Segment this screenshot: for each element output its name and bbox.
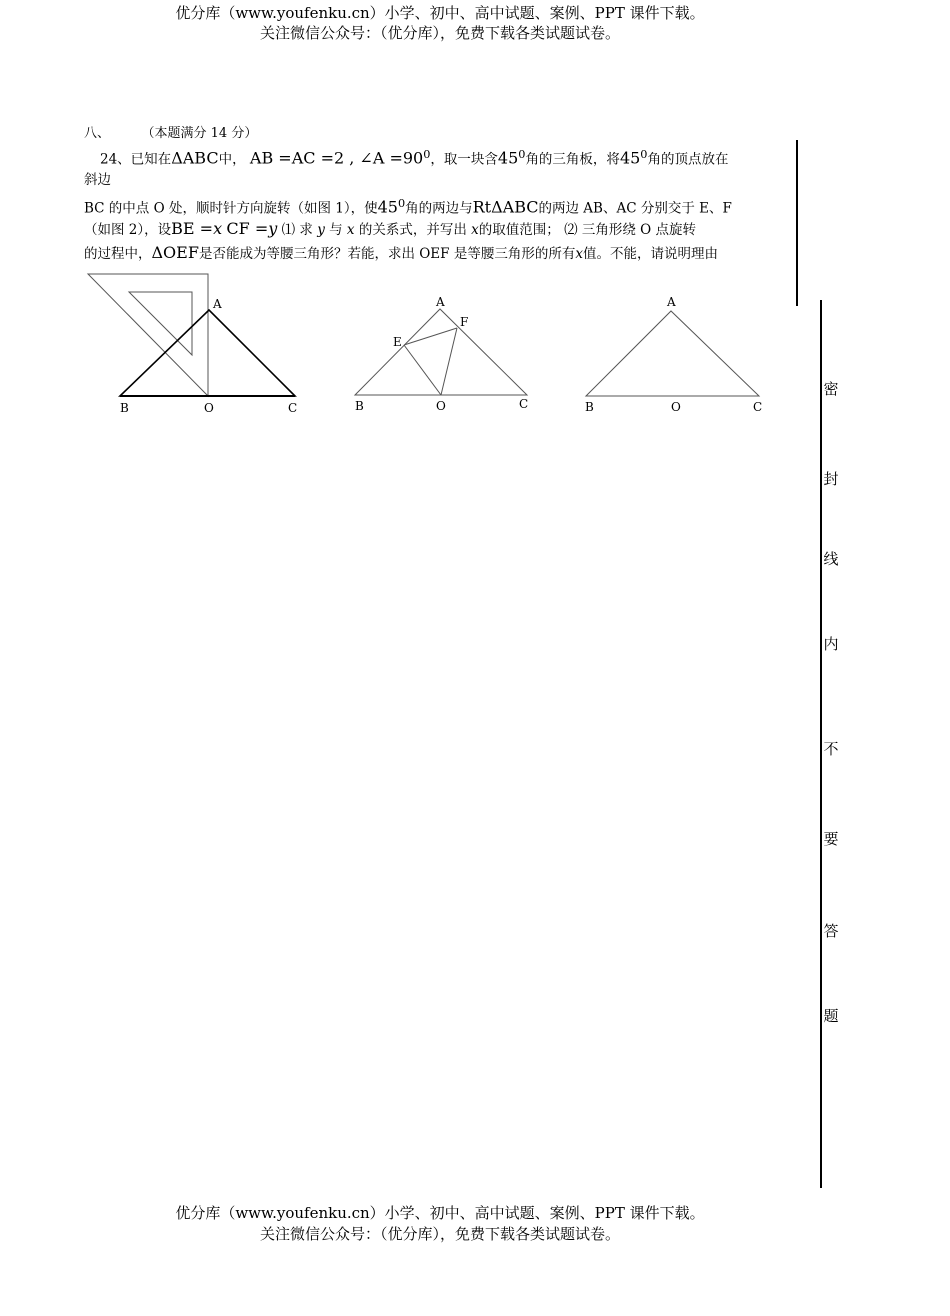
text-run: 是否能成为等腰三角形？若能，求出 OEF 是等腰三角形的所有 [198,246,576,262]
text-run: 角的三角板，将 [525,151,620,168]
math-var-y: y [317,221,325,238]
label-o: O [436,399,446,413]
header-line-1: 优分库（www.youfenku.cn）小学、初中、高中试题、案例、PPT 课件下载。 [175,4,705,22]
question-1-marker: ⑴ 求 [281,221,313,238]
label-c: C [753,400,763,414]
text-run: 角的两边与 [405,200,473,217]
seal-char: 答 [823,922,839,940]
text-run: 与 [329,221,343,238]
math-angle: 45 [619,148,641,168]
margin-rule-short [796,140,798,306]
math-superscript: 0 [397,197,406,210]
math-angle: 45 [377,197,398,217]
segment-oe [404,345,441,395]
label-o: O [204,401,214,415]
seal-char: 内 [823,635,839,653]
section-points: （本题满分 14 分） [148,126,258,141]
math-superscript: 0 [640,148,648,161]
math-var-y: y [268,218,278,238]
text-run: 的关系式，并写出 [358,221,467,238]
triangle-abc [355,309,527,395]
figure-2 [350,292,540,417]
math-var-x: x [213,218,223,238]
footer-line-1: 优分库（www.youfenku.cn）小学、初中、高中试题、案例、PPT 课件下载。 [175,1204,705,1222]
math-superscript: 0 [423,148,431,161]
label-a: A [667,295,676,309]
problem-line-1 [84,143,804,168]
math-triangle-oef: ΔOEF [151,243,199,262]
text-run: ，取一块含 [430,151,498,168]
math-cf: CF = [226,218,269,238]
label-c: C [519,397,529,411]
label-f: F [460,315,469,329]
label-o: O [671,400,681,414]
math-superscript: 0 [518,148,526,161]
segment-of [441,328,457,395]
text-run: 的两边 AB、AC 分别交于 E、F [538,200,732,217]
question-2-marker: ⑵ 三角形绕 O 点旋转 [564,221,697,238]
math-be: BE = [171,218,214,238]
seal-char: 密 [823,380,839,398]
problem-line-5 [84,241,804,266]
footer-line-2: 关注微信公众号：（优分库），免费下载各类试题试卷。 [259,1225,620,1243]
math-var-x: x [471,221,479,238]
label-b: B [120,401,129,415]
problem-line-3 [84,192,804,217]
math-triangle-abc: ΔABC [171,148,219,168]
seal-char: 封 [823,470,839,488]
seal-char: 不 [823,740,839,758]
header-line-2: 关注微信公众号：（优分库），免费下载各类试题试卷。 [259,24,620,42]
text-run: 的过程中， [84,246,152,262]
text-run: 中， [218,151,246,168]
section-heading [84,122,257,141]
text-run: （如图 2），设 [84,221,172,238]
figure-3 [580,292,770,417]
seal-char: 线 [823,550,839,568]
label-a: A [213,297,222,311]
problem-line-4 [84,217,804,242]
text-run: 角的顶点放在 [647,151,729,168]
math-equation: AB =AC =2 , ∠A =90 [249,148,424,168]
math-triangle-abc: ΔABC [491,197,539,217]
text-run: BC 的中点 O 处，顺时针方向旋转（如图 1），使 [84,200,378,217]
label-b: B [585,400,594,414]
label-e: E [393,335,402,349]
problem-line-2: 斜边 [84,171,111,188]
triangle-abc [586,311,759,396]
seal-char: 题 [823,1007,839,1025]
section-number: 八、 [84,126,111,141]
math-var-x: x [346,221,355,238]
problem-text [84,143,804,266]
label-b: B [355,399,364,413]
figure-1 [80,265,320,420]
math-var-x: x [575,246,583,262]
label-a: A [436,295,445,309]
math-rt: Rt [472,197,492,217]
seal-char: 要 [823,830,839,848]
math-angle: 45 [497,148,519,168]
text-run: 24、已知在 [100,151,172,168]
text-run: 值。不能，请说明理由 [582,246,718,262]
segment-ef [404,328,457,345]
label-c: C [288,401,298,415]
text-run: 的取值范围； [478,221,560,238]
set-square-inner [129,292,192,355]
